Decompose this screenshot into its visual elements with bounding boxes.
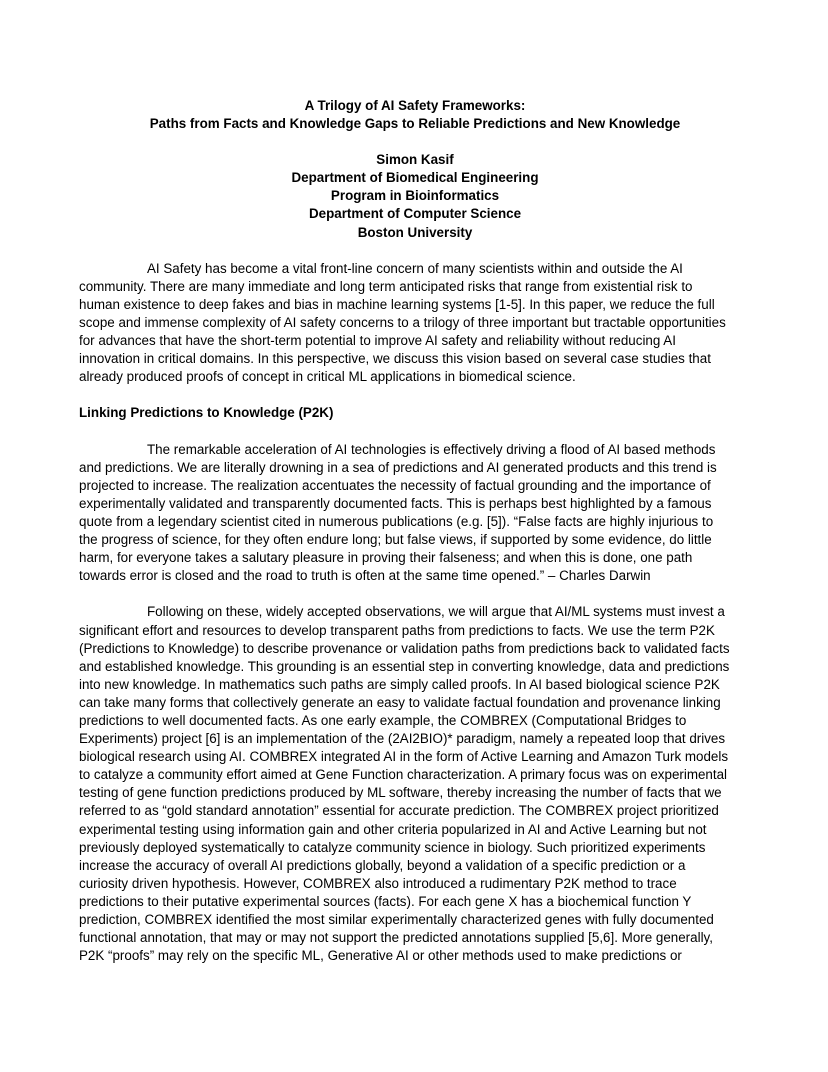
text-line: scope and immense complexity of AI safety concerns to a trilogy of three important but tractable opportunities <box>79 314 726 330</box>
text-line: towards error is closed and the road to truth is often at the same time opened.” – Charles Darwin <box>79 568 651 584</box>
text-line: predictions to their putative experimental sources (facts). For each gene X has a biochemical function Y <box>79 893 692 909</box>
text-line: significant effort and resources to develop transparent paths from predictions to facts. We use the term P2K <box>79 622 715 638</box>
affiliation-line: Program in Bioinformatics <box>330 188 500 204</box>
text-line: predictions to well documented facts. As one early example, the COMBREX (Computational Bridges to <box>79 713 687 728</box>
paper-title <box>79 97 751 133</box>
text-line: into new knowledge. In mathematics such paths are simply called proofs. In AI based biological science P2K <box>79 676 720 692</box>
affiliation-line: Department of Computer Science <box>308 206 522 222</box>
text-line: Following on these, widely accepted observations, we will argue that AI/ML systems must invest a <box>147 604 725 620</box>
text-line: community. There are many immediate and long term anticipated risks that range from existential risk to <box>79 278 693 294</box>
text-line: the progress of science, for they often endure long; but false views, if supported by some evidence, do little <box>79 532 712 548</box>
text-line: (Predictions to Knowledge) to describe provenance or validation paths from predictions back to validated facts <box>79 640 730 656</box>
body-paragraph-1 <box>79 441 751 586</box>
paper-page <box>79 97 751 965</box>
text-line: previously deployed systematically to catalyze community science in biology. Such prioritized experiments <box>79 839 706 855</box>
affiliation-line: Department of Biomedical Engineering <box>291 170 539 186</box>
text-line: and established knowledge. This grounding is an essential step in converting knowledge, data and predictions <box>79 658 730 674</box>
text-line: to catalyze a community effort aimed at Gene Function characterization. A primary focus was on experimental <box>79 767 728 783</box>
text-line: experimental testing using information gain and other criteria popularized in AI and Active Learning but not <box>79 821 707 837</box>
affiliation-line: Boston University <box>357 224 473 240</box>
text-line: innovation in critical domains. In this perspective, we discuss this vision based on several case studies that <box>79 351 711 367</box>
author-name: Simon Kasif <box>376 152 454 168</box>
title-line-1: A Trilogy of AI Safety Frameworks: <box>304 98 526 113</box>
text-line: human existence to deep fakes and bias in machine learning systems [1-5]. In this paper, we reduce the full <box>79 296 715 312</box>
section-heading: Linking Predictions to Knowledge (P2K) <box>79 405 334 421</box>
author-block <box>79 151 751 241</box>
text-line: already produced proofs of concept in critical ML applications in biomedical science. <box>79 369 576 385</box>
text-line: and predictions. We are literally drowning in a sea of predictions and AI generated products and this trend is <box>79 459 717 475</box>
title-line-2: Paths from Facts and Knowledge Gaps to Reliable Predictions and New Knowledge <box>149 116 681 132</box>
text-line: AI Safety has become a vital front-line concern of many scientists within and outside the AI <box>147 260 683 276</box>
text-line: experimentally validated and transparently documented facts. This is perhaps best highlighted by a famous <box>79 495 712 511</box>
text-line: prediction, COMBREX identified the most similar experimentally characterized genes with fully documented <box>79 912 714 928</box>
text-line: The remarkable acceleration of AI technologies is effectively driving a flood of AI based methods <box>147 441 716 457</box>
text-line: harm, for everyone takes a salutary pleasure in proving their falseness; and when this is done, one path <box>79 550 693 566</box>
text-line: can take many forms that collectively generate an easy to validate factual foundation and provenance linking <box>79 694 721 710</box>
text-line: testing of gene function predictions produced by ML software, thereby increasing the number of facts that we <box>79 785 722 801</box>
abstract-paragraph <box>79 260 751 387</box>
text-line: projected to increase. The realization accentuates the necessity of factual grounding and the importance of <box>79 477 711 493</box>
text-line: biological research using AI. COMBREX integrated AI in the form of Active Learning and Amazon Turk models <box>79 749 729 765</box>
text-line: Experiments) project [6] is an implementation of the (2AI2BIO)* paradigm, namely a repeated loop that drives <box>79 731 726 747</box>
body-paragraph-2 <box>79 603 751 965</box>
text-line: for advances that have the short-term potential to improve AI safety and reliability without reducing AI <box>79 333 676 349</box>
text-line: P2K “proofs” may rely on the specific ML, Generative AI or other methods used to make predictions or <box>79 948 682 964</box>
text-line: quote from a legendary scientist cited in numerous publications (e.g. [5]). “False facts are highly injurious to <box>79 513 714 529</box>
text-line: curiosity driven hypothesis. However, COMBREX also introduced a rudimentary P2K method to trace <box>79 875 677 891</box>
text-line: referred to as “gold standard annotation” essential for accurate prediction. The COMBREX project prioritized <box>79 803 719 819</box>
text-line: increase the accuracy of overall AI predictions globally, beyond a validation of a specific prediction or a <box>79 857 686 873</box>
text-line: functional annotation, that may or may not support the predicted annotations supplied [5,6]. More generally, <box>79 930 713 946</box>
